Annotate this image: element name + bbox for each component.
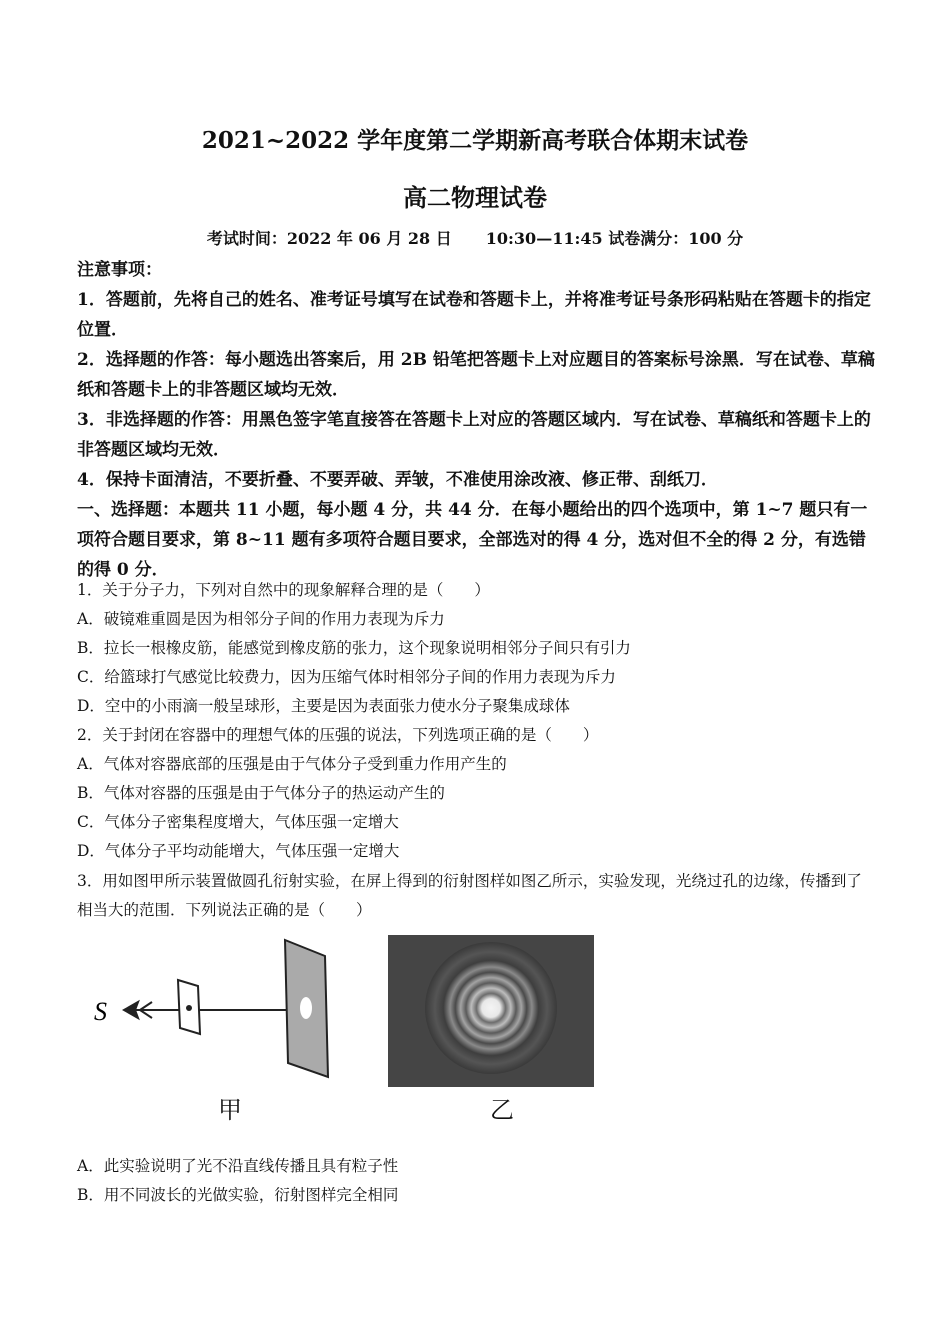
option-b: B．拉长一根橡皮筋，能感觉到橡皮筋的张力，这个现象说明相邻分子间只有引力 [77, 639, 631, 657]
light-rays [124, 1002, 305, 1018]
note-item: 4．保持卡面清洁，不要折叠、不要弄破、弄皱，不准使用涂改液、修正带、刮纸刀． [77, 470, 718, 490]
option-a: A．气体对容器底部的压强是由于气体分子受到重力作用产生的 [77, 755, 507, 773]
exam-subtitle: 高二物理试卷 [403, 183, 547, 212]
option-a: A．此实验说明了光不沿直线传播且具有粒子性 [77, 1157, 399, 1175]
figure-drawing [80, 930, 610, 1130]
aperture-hole [186, 1005, 192, 1011]
diffraction-rings [425, 942, 557, 1074]
bright-spot [300, 997, 312, 1019]
diffraction-figure [80, 930, 610, 1130]
exam-meta [0, 226, 950, 249]
option-a: A．破镜难重圆是因为相邻分子间的作用力表现为斥力 [77, 610, 445, 628]
option-c: C．给篮球打气感觉比较费力，因为压缩气体时相邻分子间的作用力表现为斥力 [77, 668, 616, 686]
question-3-stem [77, 867, 877, 925]
exam-title: 2021~2022 学年度第二学期新高考联合体期末试卷 [201, 127, 749, 154]
question-stem: 3．用如图甲所示装置做圆孔衍射实验，在屏上得到的衍射图样如图乙所示，实验发现，光绕过孔的边缘，传播到了相当大的范围．下列说法正确的是（ ） [77, 872, 862, 919]
notes-section [77, 255, 877, 585]
option-c: C．气体分子密集程度增大，气体压强一定增大 [77, 813, 399, 831]
option-b: B．气体对容器的压强是由于气体分子的热运动产生的 [77, 784, 445, 802]
exam-time-range: 10:30—11:45 试卷满分：100 分 [485, 229, 744, 248]
question-1 [77, 576, 877, 721]
source-label: S [94, 997, 107, 1026]
caption-right: 乙 [490, 1096, 514, 1124]
question-3-options [77, 1152, 877, 1210]
caption-left: 甲 [218, 1096, 242, 1124]
question-stem: 1．关于分子力，下列对自然中的现象解释合理的是（ ） [77, 581, 490, 599]
note-item: 3．非选择题的作答：用黑色签字笔直接答在答题卡上对应的答题区域内．写在试卷、草稿纸和答题卡上的非答题区域均无效． [77, 410, 871, 460]
option-b: B．用不同波长的光做实验，衍射图样完全相同 [77, 1186, 399, 1204]
note-item: 1．答题前，先将自己的姓名、准考证号填写在试卷和答题卡上，并将准考证号条形码粘贴在答题卡的指定位置． [77, 290, 871, 340]
exam-time: 考试时间：2022 年 06 月 28 日 [206, 229, 452, 248]
note-item: 2．选择题的作答：每小题选出答案后，用 2B 铅笔把答题卡上对应题目的答案标号涂黑．写在试卷、草稿纸和答题卡上的非答题区域均无效． [77, 350, 875, 400]
option-d: D．气体分子平均动能增大，气体压强一定增大 [77, 842, 400, 860]
question-stem: 2．关于封闭在容器中的理想气体的压强的说法，下列选项正确的是（ ） [77, 726, 599, 744]
section-instructions: 一、选择题：本题共 11 小题，每小题 4 分，共 44 分．在每小题给出的四个选项中，第 1~7 题只有一项符合题目要求，第 8~11 题有多项符合题目要求，全部选对的得 4 分，选对但不全的得 2 分，有选错的得 0 分． [77, 500, 868, 580]
question-2 [77, 721, 877, 866]
option-d: D．空中的小雨滴一般呈球形，主要是因为表面张力使水分子聚集成球体 [77, 697, 570, 715]
notes-heading: 注意事项： [77, 260, 162, 280]
